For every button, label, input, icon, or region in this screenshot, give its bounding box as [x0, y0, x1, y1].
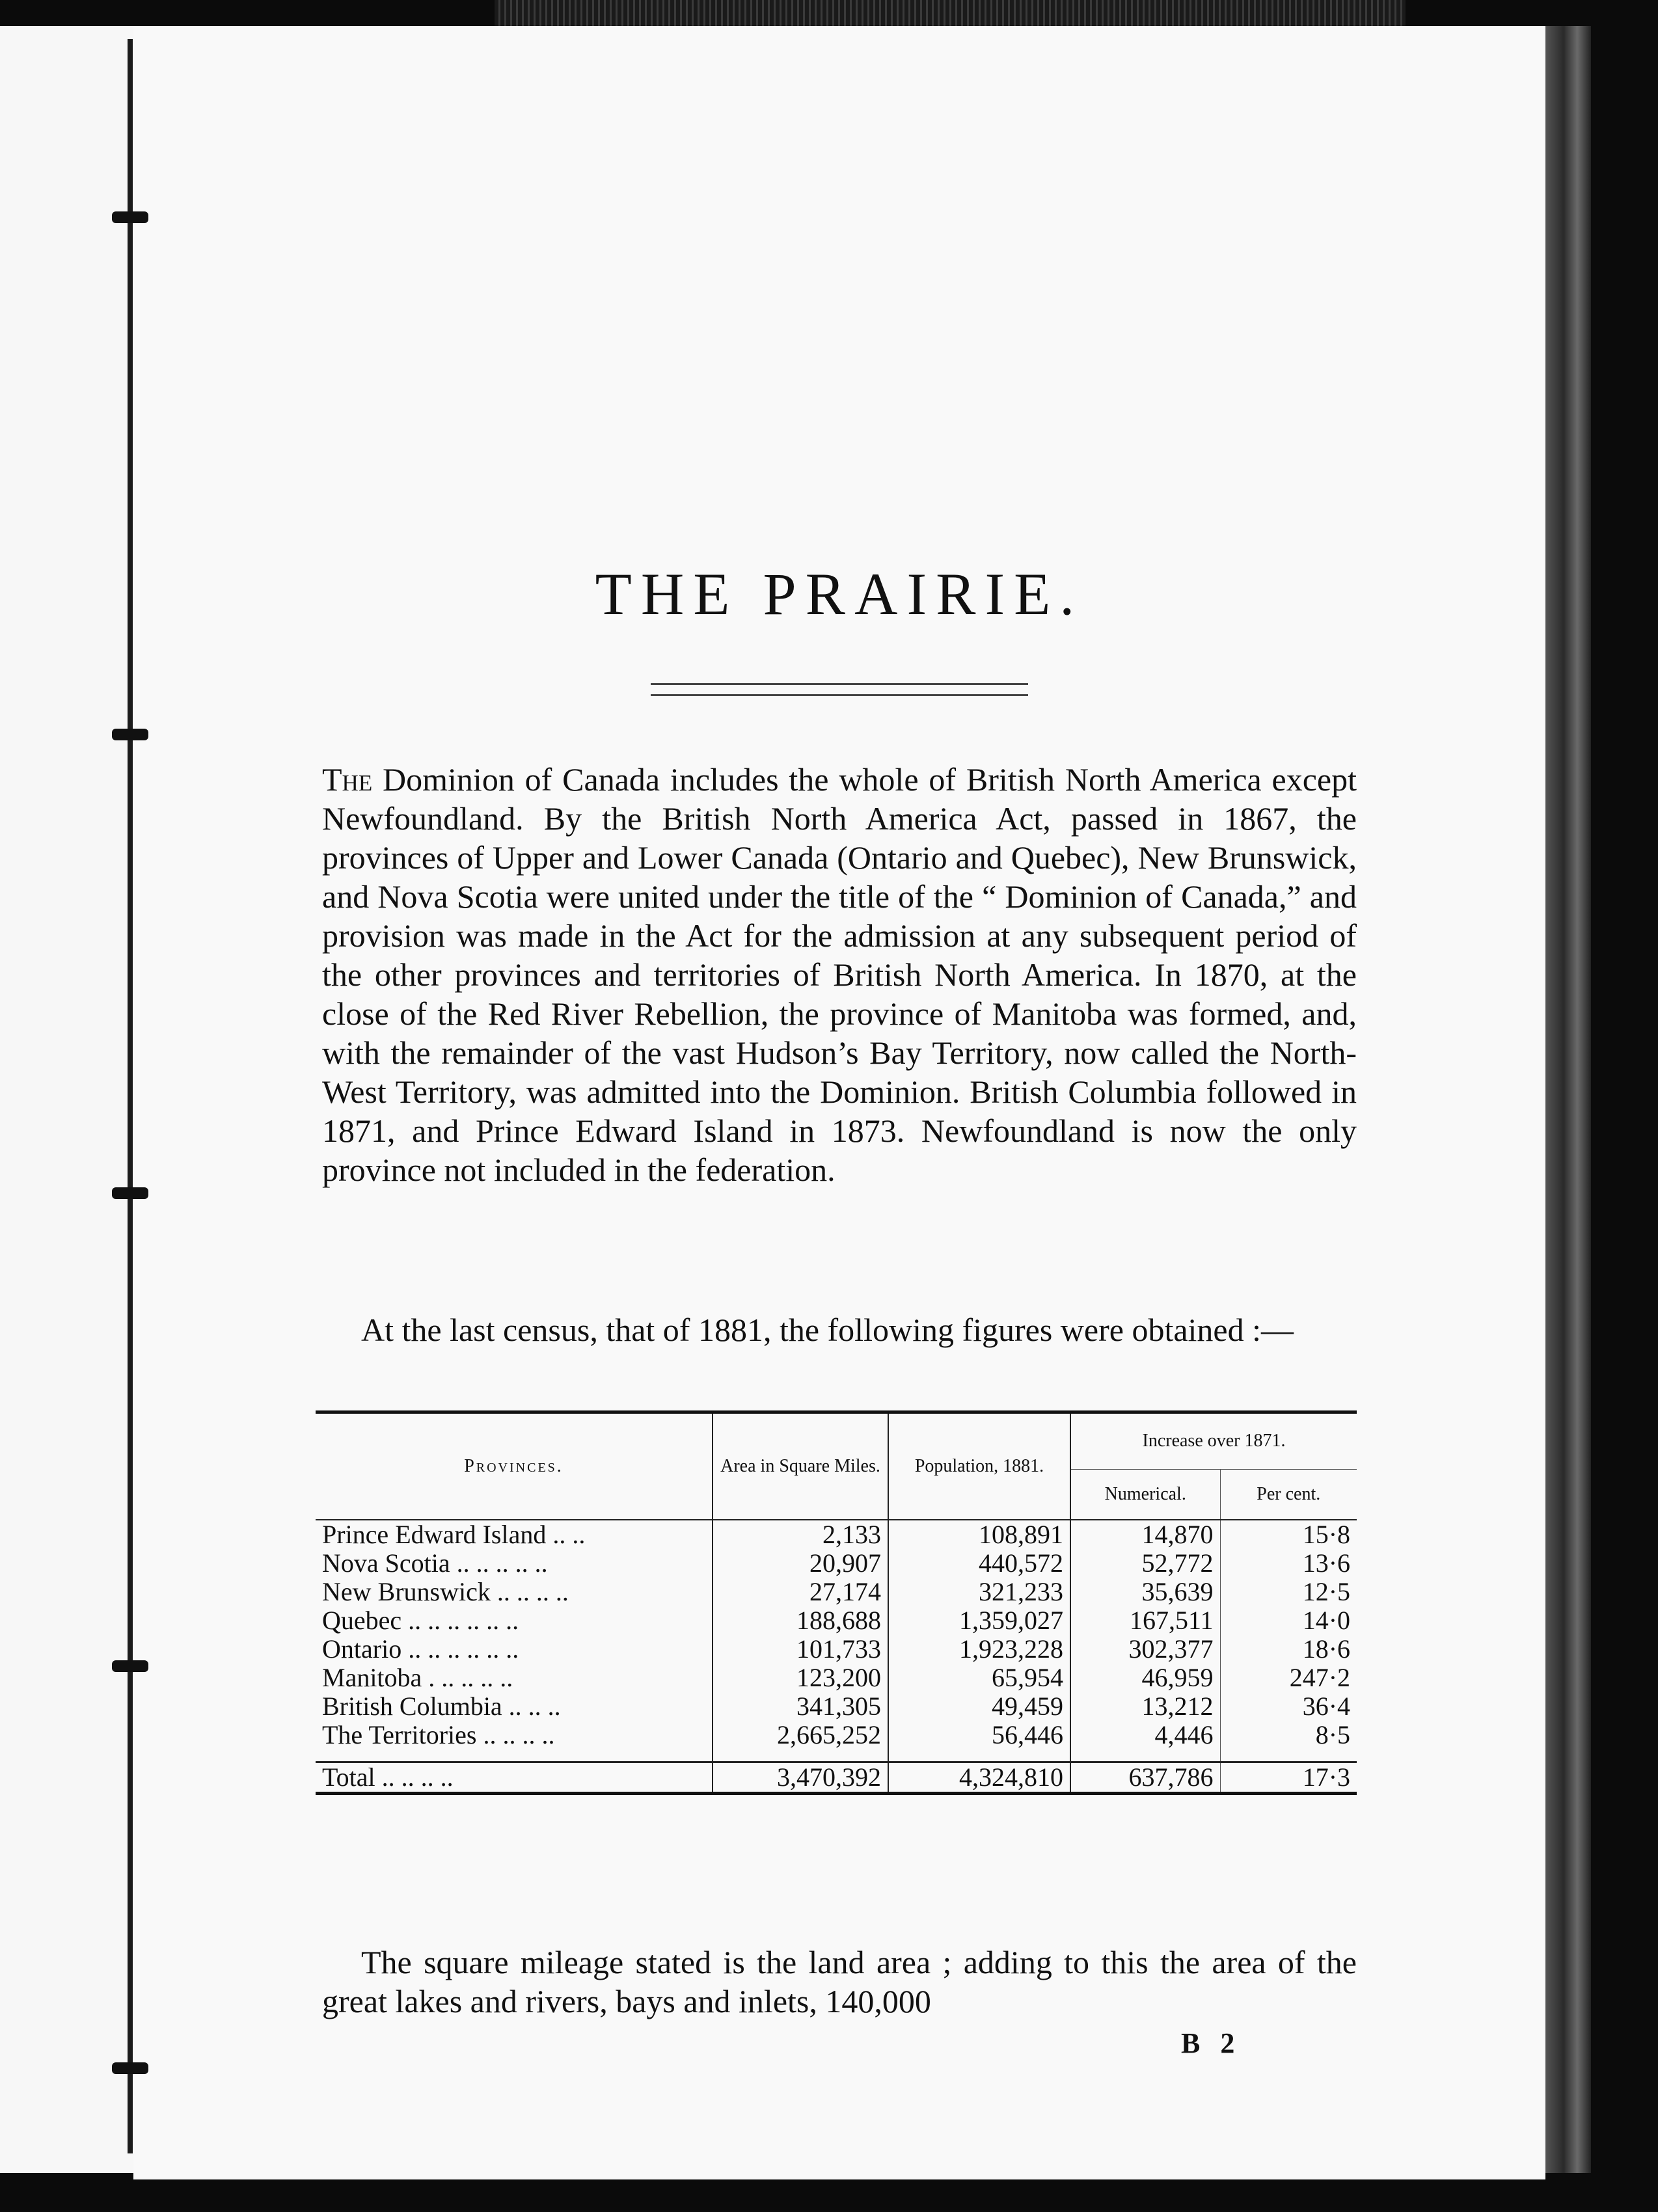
table-row	[316, 1635, 1357, 1664]
area-cell: 27,174	[713, 1578, 888, 1606]
province-cell: British Columbia .. .. ..	[322, 1692, 561, 1721]
page-edge-shadow	[1545, 26, 1591, 2173]
header-area: Area in Square Miles.	[713, 1414, 888, 1520]
population-cell: 440,572	[888, 1549, 1070, 1578]
binding-gutter	[128, 39, 133, 2153]
table-row	[316, 1549, 1357, 1578]
percent-cell: 12·5	[1220, 1578, 1357, 1606]
total-label: Total .. .. .. ..	[316, 1762, 713, 1792]
province-cell: New Brunswick .. .. .. ..	[322, 1577, 569, 1606]
numerical-cell: 14,870	[1070, 1520, 1220, 1549]
table-row	[316, 1721, 1357, 1749]
binding-thread-mark	[112, 211, 148, 223]
binding-thread-mark	[112, 1187, 148, 1199]
total-population: 4,324,810	[888, 1762, 1070, 1792]
percent-cell: 15·8	[1220, 1520, 1357, 1549]
binding-thread-mark	[112, 2062, 148, 2074]
census-table	[316, 1414, 1357, 1792]
table-total-row	[316, 1762, 1357, 1792]
province-cell: Manitoba . .. .. .. ..	[322, 1663, 513, 1692]
population-cell: 56,446	[888, 1721, 1070, 1749]
population-cell: 321,233	[888, 1578, 1070, 1606]
population-cell: 1,923,228	[888, 1635, 1070, 1664]
header-population: Population, 1881.	[888, 1414, 1070, 1520]
numerical-cell: 52,772	[1070, 1549, 1220, 1578]
table-row	[316, 1664, 1357, 1692]
table-spacer	[316, 1749, 1357, 1762]
population-cell: 1,359,027	[888, 1606, 1070, 1635]
total-percent: 17·3	[1220, 1762, 1357, 1792]
numerical-cell: 302,377	[1070, 1635, 1220, 1664]
intro-text: Dominion of Canada includes the whole of British North America except Newfoundland. By the British North America Act, passed in 1867, the provinces of Upper and Lower Canada (Ontario and Quebec), New Brunswick, and Nova Scotia were united under the title of the “ Dominion of Canada,” and provision was made in the Act for the admission at any subsequent period of the other provinces and territories of British North America. In 1870, at the close of the Red River Rebellion, the province of Manitoba was formed, and, with the remainder of the vast Hudson’s Bay Territory, now called the North-West Territory, was admitted into the Dominion. British Columbia followed in 1871, and Prince Edward Island in 1873. Newfoundland is now the only province not included in the federation.	[322, 761, 1357, 1188]
header-increase: Increase over 1871.	[1070, 1414, 1357, 1469]
signature-mark: B 2	[1181, 2027, 1242, 2059]
percent-cell: 8·5	[1220, 1721, 1357, 1749]
total-numerical: 637,786	[1070, 1762, 1220, 1792]
numerical-cell: 13,212	[1070, 1692, 1220, 1721]
census-intro-paragraph: At the last census, that of 1881, the following figures were obtained :—	[361, 1312, 1294, 1348]
numerical-cell: 4,446	[1070, 1721, 1220, 1749]
table-row	[316, 1520, 1357, 1549]
header-percent: Per cent.	[1220, 1469, 1357, 1520]
table-bottom-rule	[316, 1792, 1357, 1795]
percent-cell: 14·0	[1220, 1606, 1357, 1635]
province-cell: Ontario .. .. .. .. .. ..	[322, 1634, 519, 1664]
percent-cell: 13·6	[1220, 1549, 1357, 1578]
area-cell: 188,688	[713, 1606, 888, 1635]
closing-paragraph: The square mileage stated is the land area ; adding to this the area of the great lakes and rivers, bays and inlets, 140,000	[322, 1944, 1357, 2019]
population-cell: 108,891	[888, 1520, 1070, 1549]
table-row	[316, 1606, 1357, 1635]
province-cell: Prince Edward Island .. ..	[322, 1520, 586, 1549]
percent-cell: 247·2	[1220, 1664, 1357, 1692]
population-cell: 49,459	[888, 1692, 1070, 1721]
header-provinces: Provinces.	[316, 1414, 713, 1520]
page-title: THE PRAIRIE.	[595, 561, 1084, 627]
population-cell: 65,954	[888, 1664, 1070, 1692]
numerical-cell: 46,959	[1070, 1664, 1220, 1692]
area-cell: 123,200	[713, 1664, 888, 1692]
title-divider	[651, 683, 1028, 696]
province-cell: The Territories .. .. .. ..	[322, 1720, 555, 1749]
census-table-body	[316, 1520, 1357, 1792]
census-table-block	[316, 1410, 1357, 1795]
percent-cell: 18·6	[1220, 1635, 1357, 1664]
area-cell: 2,133	[713, 1520, 888, 1549]
drop-lead-word: The	[322, 761, 373, 798]
total-area: 3,470,392	[713, 1762, 888, 1792]
area-cell: 2,665,252	[713, 1721, 888, 1749]
intro-paragraph	[322, 760, 1357, 1189]
table-row	[316, 1578, 1357, 1606]
numerical-cell: 35,639	[1070, 1578, 1220, 1606]
numerical-cell: 167,511	[1070, 1606, 1220, 1635]
province-cell: Quebec .. .. .. .. .. ..	[322, 1606, 519, 1635]
area-cell: 341,305	[713, 1692, 888, 1721]
header-numerical: Numerical.	[1070, 1469, 1220, 1520]
area-cell: 20,907	[713, 1549, 888, 1578]
binding-thread-mark	[112, 1660, 148, 1672]
binding-thread-mark	[112, 729, 148, 740]
facing-page	[0, 26, 133, 2173]
province-cell: Nova Scotia .. .. .. .. ..	[322, 1548, 548, 1578]
scan-top-edge	[495, 0, 1406, 29]
percent-cell: 36·4	[1220, 1692, 1357, 1721]
table-row	[316, 1692, 1357, 1721]
area-cell: 101,733	[713, 1635, 888, 1664]
